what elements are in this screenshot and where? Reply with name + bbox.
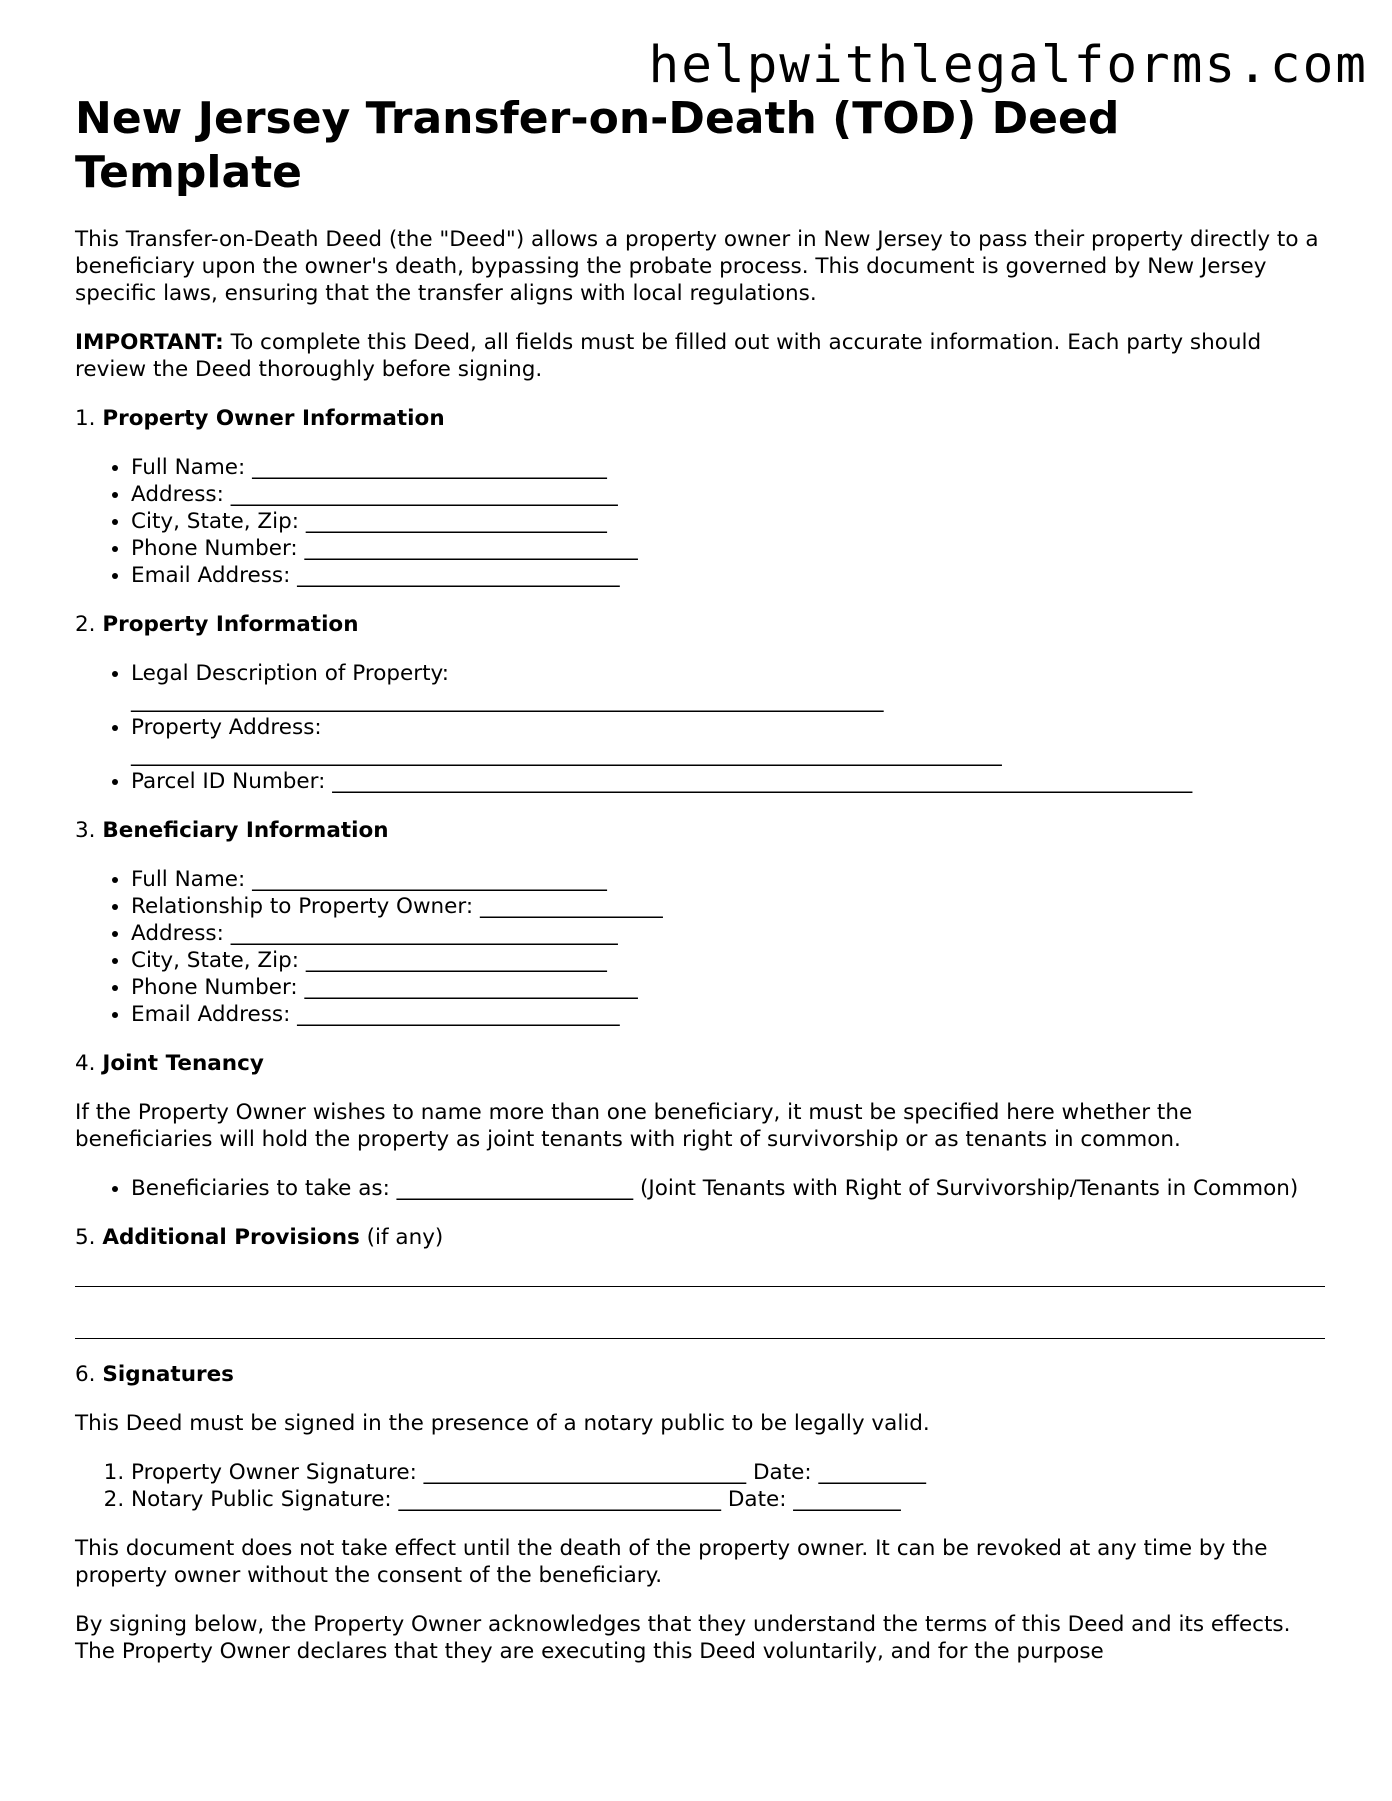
signatures-list	[75, 1459, 1325, 1513]
owner-address-field[interactable]: • Address: ____________________________________	[131, 481, 1325, 508]
section-heading-property	[75, 611, 1325, 638]
owner-email-field[interactable]: • Email Address: ______________________________	[131, 562, 1325, 589]
provision-line[interactable]	[75, 1261, 1325, 1287]
signatures-text: This Deed must be signed in the presence of a notary public to be legally valid.	[75, 1411, 930, 1436]
important-notice	[75, 329, 1325, 383]
parcel-id-field[interactable]: • Parcel ID Number: ________________________________________________________________________________	[131, 768, 1325, 795]
tenancy-type-field[interactable]: • Beneficiaries to take as: ______________________ (Joint Tenants with Right of Survivorship/Tenants in Common)	[131, 1175, 1325, 1202]
owner-phone-field[interactable]: • Phone Number: _______________________________	[131, 535, 1325, 562]
section-title: Signatures	[102, 1362, 234, 1387]
beneficiary-address-field[interactable]: • Address: ____________________________________	[131, 920, 1325, 947]
closing-paragraph-1: This document does not take effect until the death of the property owner. It can be revoked at any time by the property owner without the consent of the beneficiary.	[75, 1536, 1268, 1588]
section-title: Joint Tenancy	[102, 1051, 264, 1076]
property-address-label: Property Address:	[131, 715, 322, 740]
additional-provisions-lines	[75, 1261, 1325, 1339]
joint-tenancy-list	[75, 1175, 1325, 1202]
section-heading-joint-tenancy	[75, 1050, 1325, 1077]
owner-fields-list	[75, 454, 1325, 589]
intro-paragraph: This Transfer-on-Death Deed (the "Deed") allows a property owner in New Jersey to pass their property directly to a beneficiary upon the owner's death, bypassing the probate process. This document is governed by New Jersey specific laws, ensuring that the transfer aligns with local regulations.	[75, 227, 1319, 306]
owner-full-name-field[interactable]: • Full Name: _________________________________	[131, 454, 1325, 481]
notary-signature-field[interactable]: 2. Notary Public Signature: ______________________________ Date: __________	[131, 1486, 1325, 1513]
beneficiary-full-name-field[interactable]: • Full Name: _________________________________	[131, 866, 1325, 893]
beneficiary-relationship-field[interactable]: • Relationship to Property Owner: _________________	[131, 893, 1325, 920]
section-heading-owner	[75, 405, 1325, 432]
section-heading-additional-provisions	[75, 1224, 1325, 1251]
section-number: 1.	[75, 406, 103, 431]
section-number: 4.	[75, 1051, 103, 1076]
section-heading-signatures	[75, 1361, 1325, 1388]
beneficiary-fields-list	[75, 866, 1325, 1028]
beneficiary-city-state-zip-field[interactable]: • City, State, Zip: ____________________________	[131, 947, 1325, 974]
section-title: Additional Provisions	[102, 1225, 360, 1250]
page-title: New Jersey Transfer-on-Death (TOD) Deed Template	[75, 93, 1120, 198]
section-title: Property Owner Information	[102, 406, 445, 431]
section-title: Beneficiary Information	[102, 818, 389, 843]
property-address-blank[interactable]: _________________________________________________________________________________	[131, 742, 1002, 767]
property-fields-list	[75, 660, 1325, 795]
owner-city-state-zip-field[interactable]: • City, State, Zip: ____________________________	[131, 508, 1325, 535]
section-title: Property Information	[102, 612, 359, 637]
important-text: To complete this Deed, all fields must be filled out with accurate information. Each party should review the Deed thoroughly before signing.	[75, 330, 1262, 382]
provision-line[interactable]	[75, 1313, 1325, 1339]
legal-description-field[interactable]	[131, 660, 1325, 714]
section-number: 2.	[75, 612, 103, 637]
owner-signature-field[interactable]: 1. Property Owner Signature: ______________________________ Date: __________	[131, 1459, 1325, 1486]
section-heading-beneficiary	[75, 817, 1325, 844]
line-spacer	[75, 1287, 1325, 1313]
important-label: IMPORTANT:	[75, 330, 224, 355]
beneficiary-phone-field[interactable]: • Phone Number: _______________________________	[131, 974, 1325, 1001]
joint-tenancy-text: If the Property Owner wishes to name more than one beneficiary, it must be specified here whether the beneficiaries will hold the property as joint tenants with right of survivorship or as tenants in common.	[75, 1100, 1193, 1152]
beneficiary-email-field[interactable]: • Email Address: ______________________________	[131, 1001, 1325, 1028]
section-title-suffix: (if any)	[359, 1225, 444, 1250]
section-number: 6.	[75, 1362, 103, 1387]
property-address-field[interactable]	[131, 714, 1325, 768]
watermark: helpwithlegalforms.com	[648, 36, 1368, 95]
section-number: 5.	[75, 1225, 103, 1250]
document-page	[75, 92, 1325, 1687]
legal-description-blank[interactable]: ______________________________________________________________________	[131, 688, 884, 713]
section-number: 3.	[75, 818, 103, 843]
legal-description-label: Legal Description of Property:	[131, 661, 449, 686]
closing-paragraph-2: By signing below, the Property Owner acknowledges that they understand the terms of this Deed and its effects. The Property Owner declares that they are executing this Deed voluntarily, and for the purpose	[75, 1612, 1291, 1664]
